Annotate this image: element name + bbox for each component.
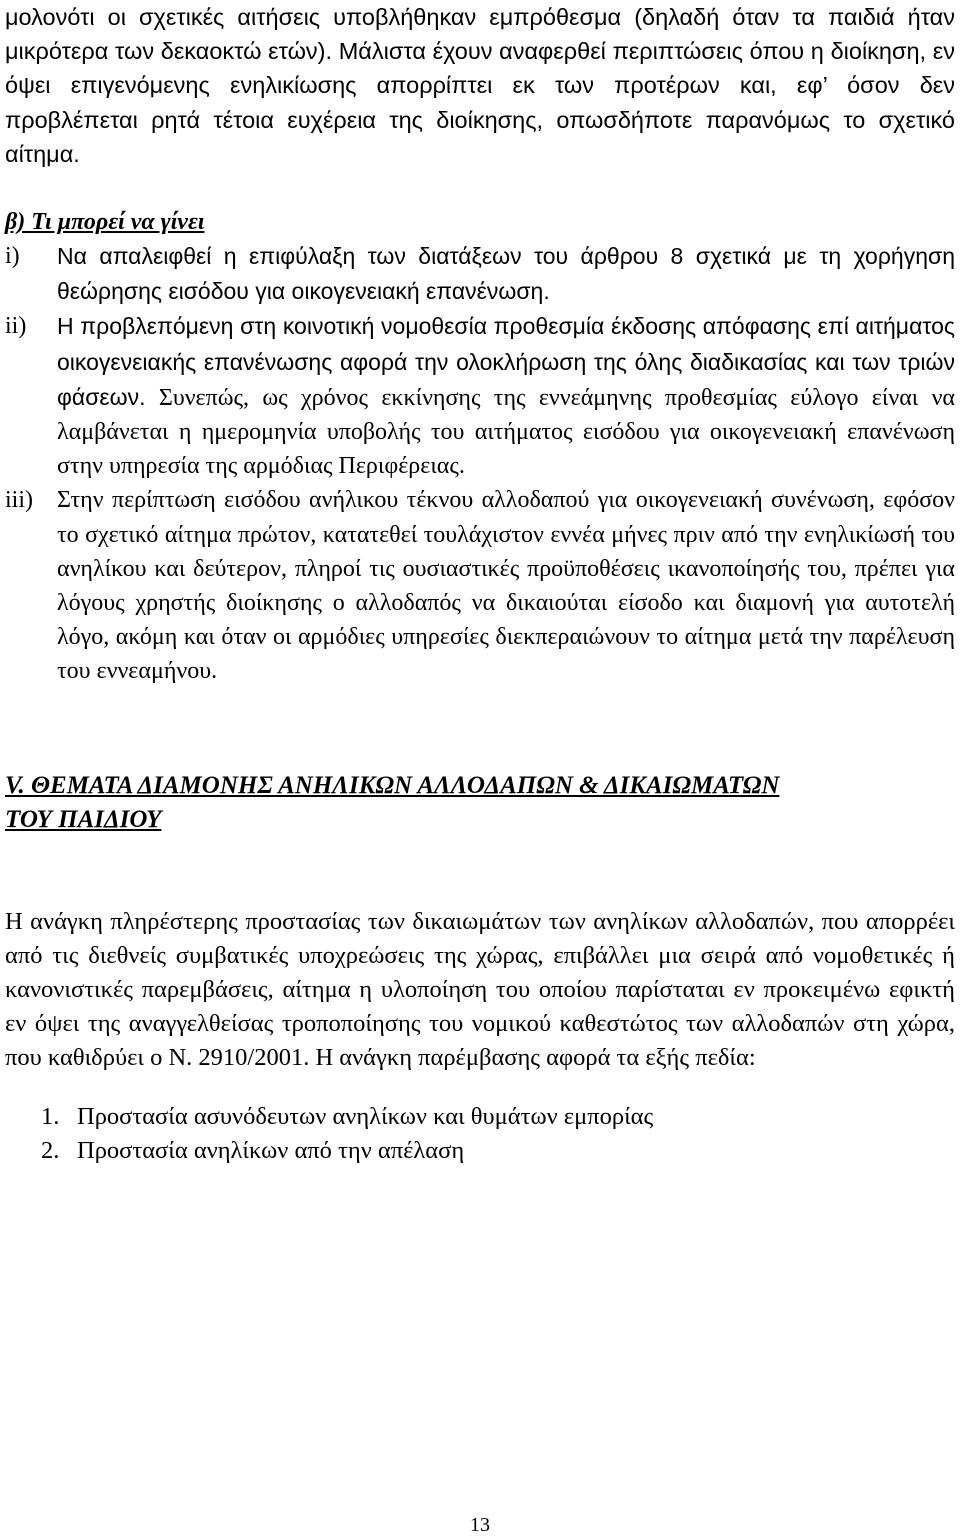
section-title-continued: ΤΟΥ ΠΑΙΔΙΟΥ <box>5 805 162 833</box>
list-number: 2. <box>41 1137 60 1165</box>
list-marker: iii) <box>5 487 33 514</box>
roman-list <box>5 239 955 689</box>
intro-paragraph: μολονότι οι σχετικές αιτήσεις υποβλήθηκαν εμπρόθεσμα (δηλαδή όταν τα παιδιά ήταν μικρότερα των δεκαοκτώ ετών). Μάλιστα έχουν αναφερθεί περιπτώσεις όπου η διοίκηση, εν όψει επιγενόμενης ενηλικίωσης απορρίπτει εκ των προτέρων και, εφ’ όσον δεν προβλέπεται ρητά τέτοια ευχέρεια της διοίκησης, οπωσδήποτε παρανόμως το σχετικό αίτημα. <box>5 4 955 167</box>
document-page <box>5 0 955 1169</box>
list-item-text-continued: Συνεπώς, ως χρόνος εκκίνησης της εννεάμηνης προθεσμίας εύλογο είναι να λαμβάνεται η ημερομηνία υποβολής του αιτήματος εισόδου για οικογενειακή επανένωση στην υπηρεσία της αρμόδιας Περιφέρειας. <box>57 384 955 480</box>
list-marker: i) <box>5 243 20 270</box>
list-item-text: Να απαλειφθεί η επιφύλαξη των διατάξεων του άρθρου 8 σχετικά με τη χορήγηση θεώρησης εισόδου για οικογενειακή επανένωση. <box>57 243 955 305</box>
list-item-text: Προστασία ανηλίκων από την απέλαση <box>77 1137 465 1165</box>
list-item-text: Στην περίπτωση εισόδου ανήλικου τέκνου αλλοδαπού για οικογενειακή συνένωση, εφόσον το σχετικό αίτημα πρώτον, κατατεθεί τουλάχιστον εννέα μήνες πριν από την ενηλικίωσή του ανηλίκου και δεύτερον, πληροί τις ουσιαστικές προϋποθέσεις ικανοποίησής του, πρέπει για λόγους χρηστής διοίκησης ο αλλοδαπός να δικαιούται είσοδο και διαμονή για αυτοτελή λόγο, ακόμη και όταν οι αρμόδιες υπηρεσίες διεκπεραιώνουν το αίτημα μετά την παρέλευση του εννεαμήνου. <box>57 487 955 685</box>
body-paragraph: Η ανάγκη πληρέστερης προστασίας των δικαιωμάτων των ανηλίκων αλλοδαπών, που απορρέει από τις διεθνείς συμβατικές υποχρεώσεις της χώρας, επιβάλλει μια σειρά από νομοθετικές ή κανονιστικές παρεμβάσεις, αίτημα η υλοποίηση του οποίου παρίσταται εν προκειμένω εφικτή εν όψει της αναγγελθείσας τροποποίησης του νομικού καθεστώτος των αλλοδαπών στη χώρα, που καθιδρύει ο Ν. 2910/2001. Η ανάγκη παρέμβασης αφορά τα εξής πεδία: <box>5 907 955 1072</box>
numbered-list <box>5 1100 955 1168</box>
section-title: V. ΘΕΜΑΤΑ ΔΙΑΜΟΝΗΣ ΑΝΗΛΙΚΩΝ ΑΛΛΟΔΑΠΩΝ & ΔΙΚΑΙΩΜΑΤΩΝ <box>5 771 780 799</box>
list-item <box>5 483 955 688</box>
list-item <box>5 309 955 483</box>
list-item <box>5 1100 955 1134</box>
list-marker: ii) <box>5 313 27 340</box>
list-number: 1. <box>41 1103 60 1131</box>
subsection-heading: β) Τι μπορεί να γίνει <box>5 209 205 236</box>
list-item-text: Προστασία ασυνόδευτων ανηλίκων και θυμάτων εμπορίας <box>77 1103 654 1131</box>
list-item-text: Η προβλεπόμενη στη κοινοτική νομοθεσία προθεσμία έκδοσης απόφασης επί αιτήματος οικογενειακής επανένωσης αφορά την ολοκλήρωση της όλης διαδικασίας και των τριών φάσεων. <box>57 313 955 410</box>
list-item <box>5 1134 955 1168</box>
page-number: 13 <box>470 1514 490 1536</box>
list-item <box>5 239 955 309</box>
